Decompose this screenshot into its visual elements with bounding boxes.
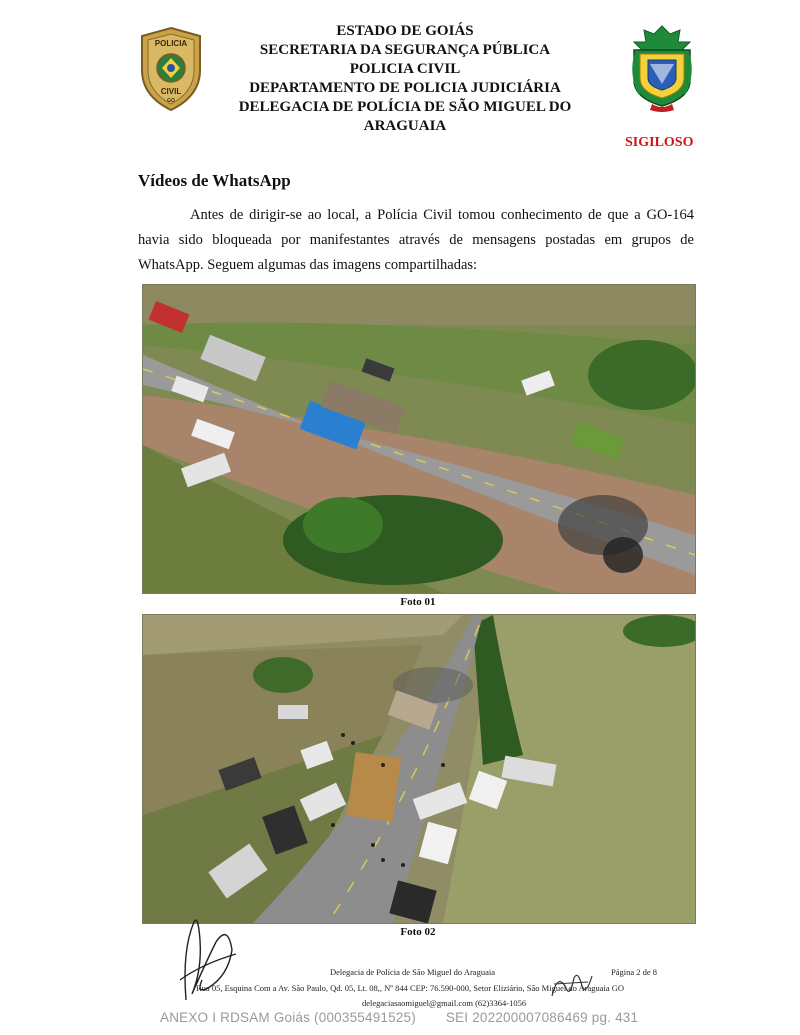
footer-page-number: Página 2 de 8 (611, 967, 658, 977)
section-heading: Vídeos de WhatsApp (138, 171, 291, 190)
badge-top-text: POLICIA (154, 39, 188, 48)
badge-bottom-text: CIVIL (160, 87, 182, 96)
photo-01-blocked-highway (142, 284, 696, 594)
footer-contact: delegaciasaomiguel@gmail.com (62)3364-1056 (362, 998, 527, 1008)
stamp-annex-reference: ANEXO I RDSAM Goiás (000355491525) (160, 1010, 416, 1025)
police-badge-logo (138, 26, 204, 112)
handwritten-signature (172, 910, 242, 1010)
body-paragraph: Antes de dirigir-se ao local, a Polícia Civil tomou conhecimento de que a GO-164 havia sido bloqueada por manifestantes através de mensagens postadas em grupos de WhatsApp. Seguem algumas das imagens compartilhadas: (138, 207, 694, 273)
footer-office: Delegacia de Polícia de São Miguel do Araguaia (330, 967, 495, 977)
document-header (230, 22, 580, 136)
header-police: POLICIA CIVIL (349, 61, 461, 77)
photo-02-road-blockade (142, 614, 696, 924)
photo-01-caption: Foto 01 (400, 596, 436, 608)
header-department: DEPARTAMENTO DE POLICIA JUDICIÁRIA (249, 80, 561, 96)
footer-address: Rua 05, Esquina Com a Av. São Paulo, Qd. 05, Lt. 08,, Nº 844 CEP: 76.590-000, Setor Eliziário, São Miguel do Araguaia GO (196, 983, 625, 993)
header-secretariat: SECRETARIA DA SEGURANÇA PÚBLICA (259, 42, 551, 58)
badge-state-text: GO (167, 98, 175, 104)
header-state: ESTADO DE GOIÁS (336, 23, 474, 39)
photo-02-caption: Foto 02 (400, 926, 436, 938)
stamp-sei-reference: SEI 202200007086469 pg. 431 (445, 1010, 639, 1025)
classification-label: SIGILOSO (625, 135, 694, 150)
header-precinct: DELEGACIA DE POLÍCIA DE SÃO MIGUEL DO ARAGUAIA (238, 99, 572, 134)
document-stamp (160, 1010, 664, 1025)
state-coat-of-arms-logo (626, 24, 698, 114)
